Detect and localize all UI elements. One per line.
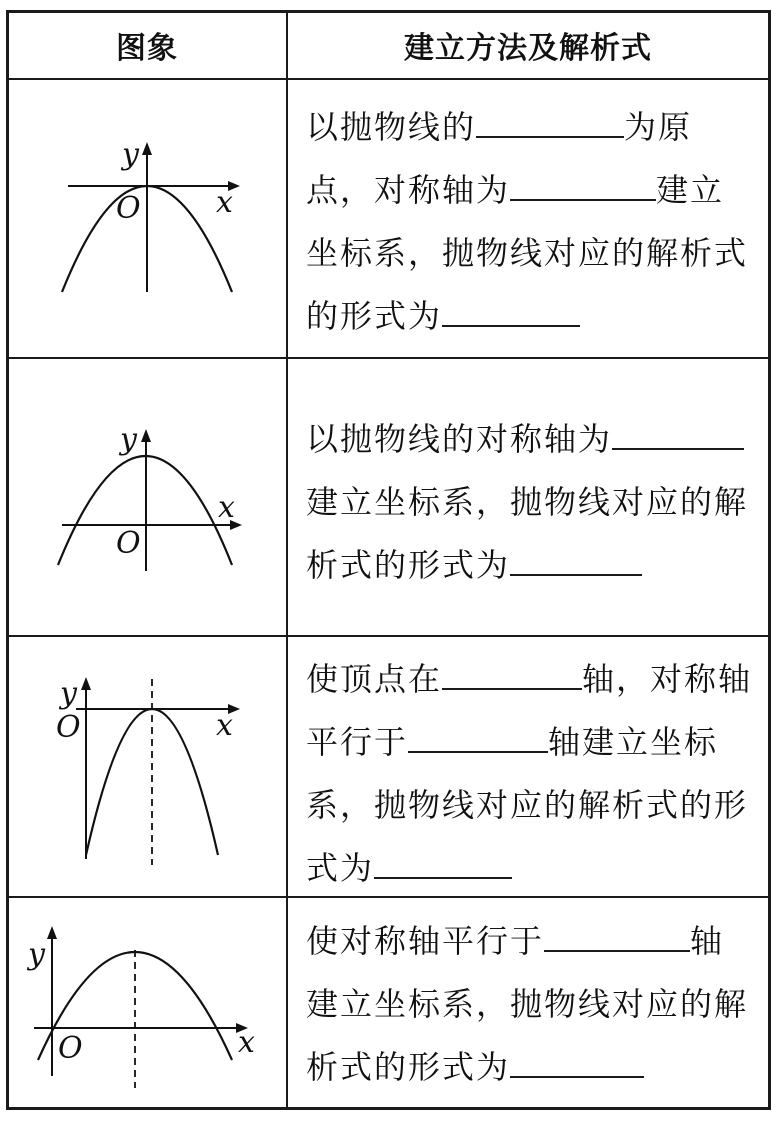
header-image: 图象 <box>116 31 178 66</box>
row-4-text-part: 使对称轴平行于 <box>306 922 545 960</box>
row-2-text-part: 建立坐标系，抛物线对应的解析式的形式为 <box>306 483 749 584</box>
x-axis-label: x <box>238 1025 255 1060</box>
y-axis-label: y <box>28 937 45 972</box>
row-1-text-part: 为原点，对称轴为 <box>306 108 693 209</box>
row-1-text <box>306 96 758 348</box>
fill-blank[interactable] <box>442 295 580 327</box>
row-4-text-part: 轴建立坐标系，抛物线对应的解析式的形式为 <box>306 922 749 1086</box>
fill-blank[interactable] <box>510 169 656 201</box>
fill-blank[interactable] <box>408 721 548 753</box>
x-axis-label: x <box>218 490 235 525</box>
fill-blank[interactable] <box>612 418 744 450</box>
fill-blank[interactable] <box>510 1046 644 1078</box>
figure-axis-symmetric <box>10 359 286 635</box>
row-3-text-part: 轴建立坐标系，抛物线对应的解析式的形式为 <box>306 723 749 887</box>
x-axis-label: x <box>216 185 233 220</box>
row-1-text-part: 建立坐标系，抛物线对应的解析式的形式为 <box>306 171 749 335</box>
figure-axis-parallel-y <box>10 898 286 1110</box>
header-method: 建立方法及解析式 <box>404 31 652 66</box>
origin-label: O <box>58 1031 83 1066</box>
row-1-text-part: 以抛物线的 <box>306 108 477 146</box>
column-divider <box>286 10 288 1110</box>
fill-blank[interactable] <box>476 106 624 138</box>
figure-vertex-origin <box>10 80 286 357</box>
y-axis-label: y <box>120 422 137 457</box>
row-3-text-part: 使顶点在 <box>306 660 443 698</box>
y-axis-label: y <box>60 676 77 711</box>
fill-blank[interactable] <box>442 658 582 690</box>
row-2-text-part: 以抛物线的对称轴为 <box>306 420 613 458</box>
fill-blank[interactable] <box>510 544 642 576</box>
origin-label: O <box>56 710 81 745</box>
row-3-text <box>306 648 758 900</box>
row-2-text <box>306 408 758 597</box>
fill-blank[interactable] <box>374 847 512 879</box>
origin-label: O <box>116 526 141 561</box>
y-axis-label: y <box>122 137 139 172</box>
figure-vertex-on-x-axis <box>10 637 286 896</box>
x-axis-label: x <box>216 708 233 743</box>
origin-label: O <box>116 191 141 226</box>
row-3-text-part: 轴，对称轴平行于 <box>306 660 753 761</box>
row-4-text <box>306 910 758 1099</box>
fill-blank[interactable] <box>544 920 690 952</box>
